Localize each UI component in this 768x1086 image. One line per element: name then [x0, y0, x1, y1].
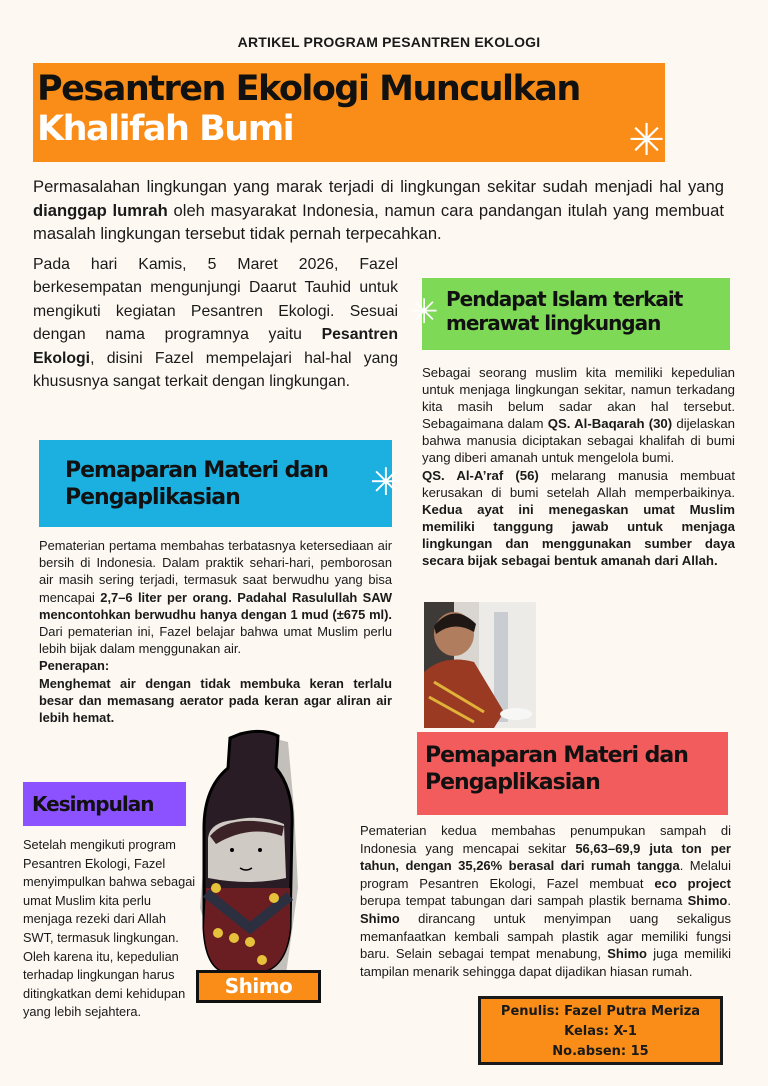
text-segment: . — [727, 893, 731, 909]
author-class: Kelas: X-1 — [564, 1024, 637, 1039]
materi-2-paragraph — [360, 822, 731, 980]
bold-text-segment: Kedua ayat ini menegaskan umat Muslim memiliki tanggung jawab untuk menjaga lingkungan dan menggunakan sumber daya secara bijak sebagai bentuk amanah dari Allah. — [422, 501, 735, 569]
materi-1-paragraph — [39, 537, 392, 726]
sparkle-icon: ✳ — [628, 115, 665, 166]
intro-paragraph — [33, 175, 724, 246]
text-segment: dijelaskan bahwa manusia diciptakan sebagai khalifah di bumi yang diberi amanah untuk mengelola bumi. — [422, 416, 736, 466]
sparkle-icon: ✳ — [370, 460, 402, 504]
bold-text-segment: dianggap lumrah — [33, 200, 168, 220]
text-segment: Sebagai seorang muslim kita memiliki kepedulian untuk menjaga lingkungan sekitar, namun terkadang kita masih belum sadar akan hal tersebut. Sebagaimana dalam — [422, 365, 735, 432]
author-name: Penulis: Fazel Putra Meriza — [500, 1004, 701, 1019]
bold-text-segment: 2,7–6 liter per orang. Padahal Rasulullah SAW mencontohkan berwudhu hanya dengan 1 mud (±675 ml). — [39, 589, 392, 622]
text-segment: , disini Fazel mempelajari hal-hal yang khususnya sangat terkait dengan lingkungan. — [33, 349, 398, 391]
text-segment: Setelah mengikuti program Pesantren Ekologi, Fazel menyimpulkan bahwa sebagai umat Muslim kita perlu menjaga rezeki dari Allah SWT, termasuk lingkungan. Oleh karena itu, kepedulian terhadap lingkungan harus ditingkatkan demi kehidupan yang lebih sejahtera. — [23, 837, 196, 1020]
opening-paragraph — [33, 253, 398, 393]
bold-text-segment: Pesantren Ekologi — [33, 326, 398, 367]
bold-text-segment: Shimo — [687, 893, 728, 909]
shimo-bottle-image — [190, 728, 305, 976]
text-segment: Pematerian kedua membahas penumpukan sampah di Indonesia yang mencapai sekitar — [360, 823, 731, 856]
text-segment: juga memiliki tampilan menarik sehingga dapat dijadikan hiasan rumah. — [360, 946, 731, 979]
bold-text-segment: Penerapan: — [39, 658, 110, 674]
text-segment: berupa tempat tabungan dari sampah plastik bernama — [360, 893, 688, 909]
section-heading-islam: Pendapat Islam terkait merawat lingkungan — [422, 278, 730, 350]
text-segment: Dari pematerian ini, Fazel belajar bahwa umat Muslim perlu lebih bijak dalam menggunakan air. — [39, 624, 392, 657]
bold-text-segment: eco project — [654, 875, 731, 891]
headline-line-2: Khalifah Bumi — [37, 109, 294, 149]
text-segment: melarang manusia membuat kerusakan di bumi setelah Allah memperbaikinya. — [422, 467, 735, 500]
student-photo — [424, 602, 536, 728]
headline-banner — [33, 63, 665, 166]
bold-text-segment: Shimo — [607, 946, 647, 962]
bold-text-segment: 56,63–69,9 juta ton per tahun, dengan 35,26% berasal dari rumah tangga — [360, 840, 731, 874]
author-absen: No.absen: 15 — [552, 1044, 649, 1059]
text-segment: oleh masyarakat Indonesia, namun cara pandangan itulah yang membuat masalah lingkungan tersebut tidak pernah terpecahkan. — [33, 200, 724, 243]
text-segment: Pada hari Kamis, 5 Maret 2026, Fazel berkesempatan mengunjungi Daarut Tauhid untuk mengikuti kegiatan Pesantren Ekologi. Sesuai dengan nama programnya yaitu — [33, 256, 398, 344]
headline-line-1: Pesantren Ekologi Munculkan — [37, 69, 580, 109]
article-kicker: ARTIKEL PROGRAM PESANTREN EKOLOGI — [237, 34, 541, 50]
islam-paragraph — [422, 364, 735, 569]
section-heading-kesimpulan: Kesimpulan — [23, 782, 186, 826]
sparkle-icon: ✳ — [410, 292, 439, 332]
bold-text-segment: Menghemat air dengan tidak membuka keran terlalu besar dan memasang aerator pada keran agar aliran air lebih hemat. — [39, 675, 392, 726]
text-segment: dirancang untuk menyimpan uang sekaligus memanfaatkan kembali sampah plastik agar memiliki fungsi baru. Selain sebagai tempat menabung, — [360, 910, 731, 962]
section-heading-materi-1: Pemaparan Materi dan Pengaplikasian — [39, 440, 392, 527]
text-segment: Pematerian pertama membahas terbatasnya ketersediaan air bersih di Indonesia. Dalam praktik sehari-hari, pemborosan air masih sering terjadi, termasuk saat berwudhu yang bisa mencapai — [39, 538, 392, 605]
text-segment: . Melalui program Pesantren Ekologi, Fazel membuat — [360, 858, 731, 891]
bold-text-segment: QS. Al-Baqarah (30) — [547, 416, 673, 432]
text-segment: Permasalahan lingkungan yang marak terjadi di lingkungan sekitar sudah menjadi hal yang — [33, 177, 724, 196]
bold-text-segment: QS. Al-A’raf (56) — [422, 467, 539, 483]
kesimpulan-paragraph — [23, 836, 198, 1022]
author-box — [478, 996, 723, 1065]
section-heading-materi-2: Pemaparan Materi dan Pengaplikasian — [417, 732, 728, 815]
shimo-label: Shimo — [196, 970, 321, 1003]
bold-text-segment: Shimo — [360, 910, 400, 926]
